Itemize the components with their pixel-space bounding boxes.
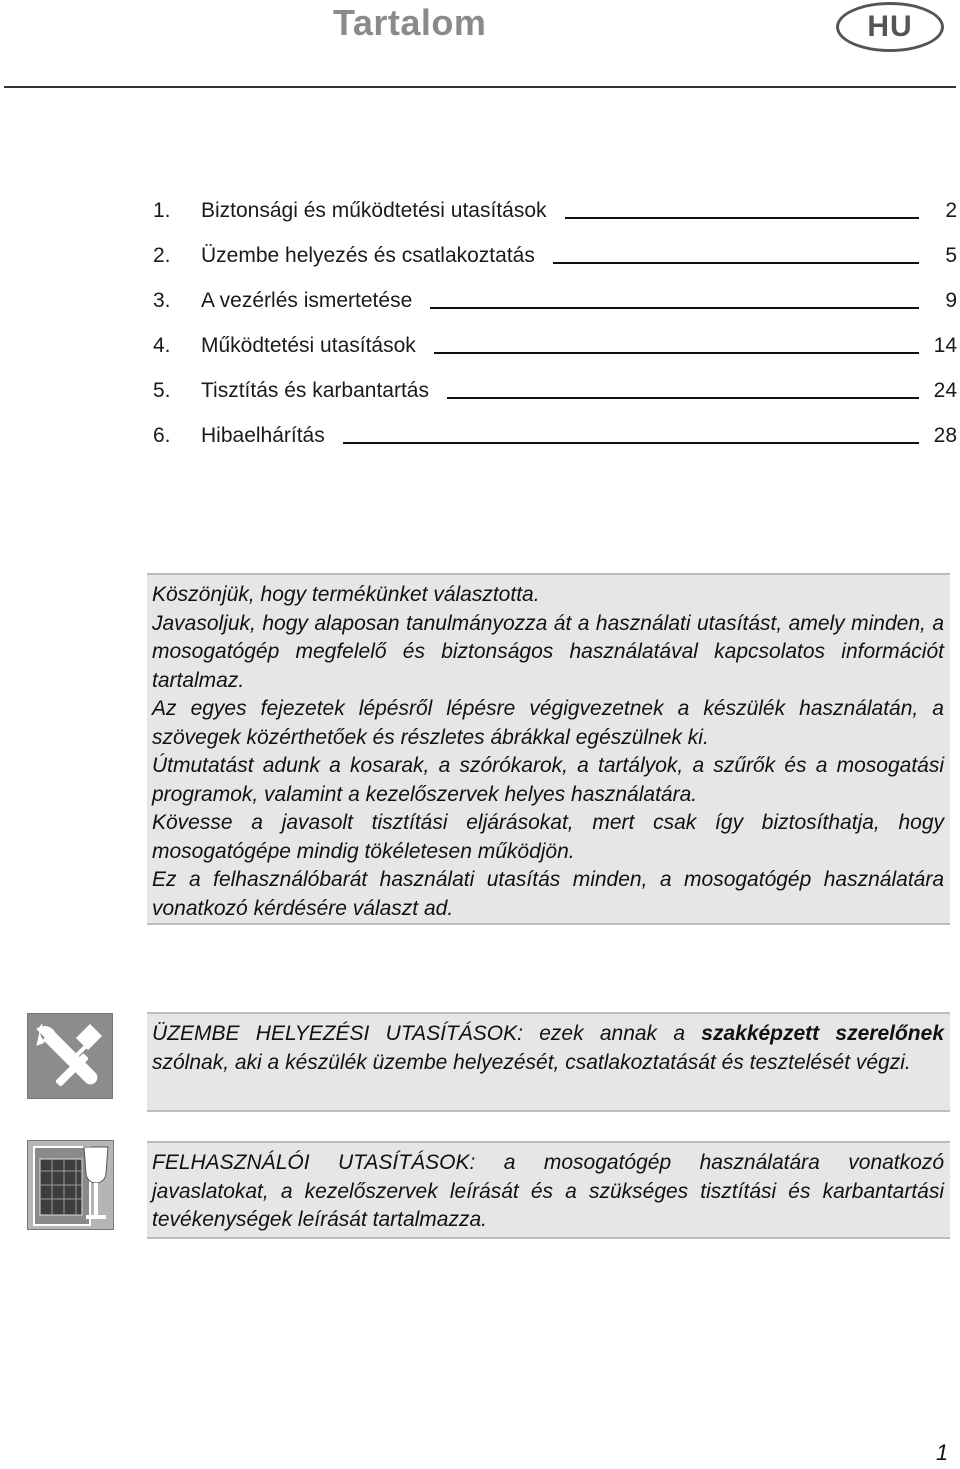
toc-number: 4.	[153, 334, 171, 357]
table-of-contents	[153, 178, 957, 448]
toc-entry[interactable]	[153, 403, 957, 448]
toc-number: 1.	[153, 199, 171, 222]
toc-title: Tisztítás és karbantartás	[201, 379, 429, 402]
toc-entry[interactable]	[153, 223, 957, 268]
toc-title: A vezérlés ismertetése	[201, 289, 413, 312]
intro-paragraph: Ez a felhasználóbarát használati utasítás minden, a mosogatógép használatára vonatkozó kérdésére választ ad.	[152, 868, 944, 920]
installation-note-lead: ÜZEMBE HELYEZÉSI UTASÍTÁSOK: ezek annak a	[152, 1022, 702, 1045]
toc-number: 2.	[153, 244, 171, 267]
intro-paragraph: Köszönjük, hogy termékünket választotta.	[152, 583, 540, 606]
user-note	[147, 1141, 950, 1239]
toc-title: Hibaelhárítás	[201, 424, 325, 447]
toc-entry[interactable]	[153, 313, 957, 358]
toc-entry[interactable]	[153, 178, 957, 223]
dishwasher-glass-icon	[27, 1140, 114, 1230]
toc-leader-line	[430, 307, 919, 309]
toc-title: Üzembe helyezés és csatlakoztatás	[201, 244, 535, 267]
toc-entry[interactable]	[153, 268, 957, 313]
toc-page-number: 5	[945, 244, 957, 267]
toc-page-number: 28	[933, 424, 957, 447]
toc-page-number: 9	[945, 289, 957, 312]
toc-leader-line	[447, 397, 919, 399]
page-title: Tartalom	[333, 2, 487, 43]
toc-title: Biztonsági és működtetési utasítások	[201, 199, 547, 222]
toc-entry[interactable]	[153, 358, 957, 403]
installation-note-emphasis: szakképzett szerelőnek	[701, 1022, 944, 1045]
language-badge: HU	[836, 2, 944, 52]
installation-note	[147, 1012, 950, 1112]
toc-title: Működtetési utasítások	[201, 334, 416, 357]
intro-paragraph: Javasoljuk, hogy alaposan tanulmányozza át a használati utasítást, amely minden, a mosogatógép megfelelő és biztonságos használatával kapcsolatos információt tartalmaz.	[152, 611, 944, 692]
intro-paragraph: Az egyes fejezetek lépésről lépésre végigvezetnek a készülék használatán, a szövegek közérthetőek és részletes ábrákkal egészülnek ki.	[152, 697, 944, 749]
installation-note-rest: szólnak, aki a készülék üzembe helyezését, csatlakoztatását és tesztelését végzi.	[152, 1050, 911, 1074]
header-divider	[4, 86, 956, 88]
toc-number: 6.	[153, 424, 171, 447]
toc-leader-line	[434, 352, 919, 354]
intro-paragraph: Útmutatást adunk a kosarak, a szórókarok, a tartályok, a szűrők és a mosogatási programok, valamint a kezelőszervek helyes használatára.	[152, 754, 944, 806]
user-note-text: FELHASZNÁLÓI UTASÍTÁSOK: a mosogatógép használatára vonatkozó javaslatokat, a kezelőszervek leírását és a szükséges tisztítási és karbantartási tevékenységek leírását tartalmazza.	[152, 1151, 944, 1231]
toc-leader-line	[565, 217, 919, 219]
toc-number: 5.	[153, 379, 171, 402]
toc-leader-line	[343, 442, 919, 444]
toc-number: 3.	[153, 289, 171, 312]
intro-box	[147, 573, 950, 925]
intro-paragraph: Kövesse a javasolt tisztítási eljárásokat, mert csak így biztosíthatja, hogy mosogatógépe mindig tökéletesen működjön.	[152, 811, 944, 863]
wrench-screwdriver-icon	[27, 1013, 113, 1099]
toc-page-number: 14	[933, 334, 957, 357]
page-number: 1	[936, 1440, 949, 1465]
toc-page-number: 2	[945, 199, 957, 222]
toc-leader-line	[553, 262, 919, 264]
toc-page-number: 24	[933, 379, 957, 402]
